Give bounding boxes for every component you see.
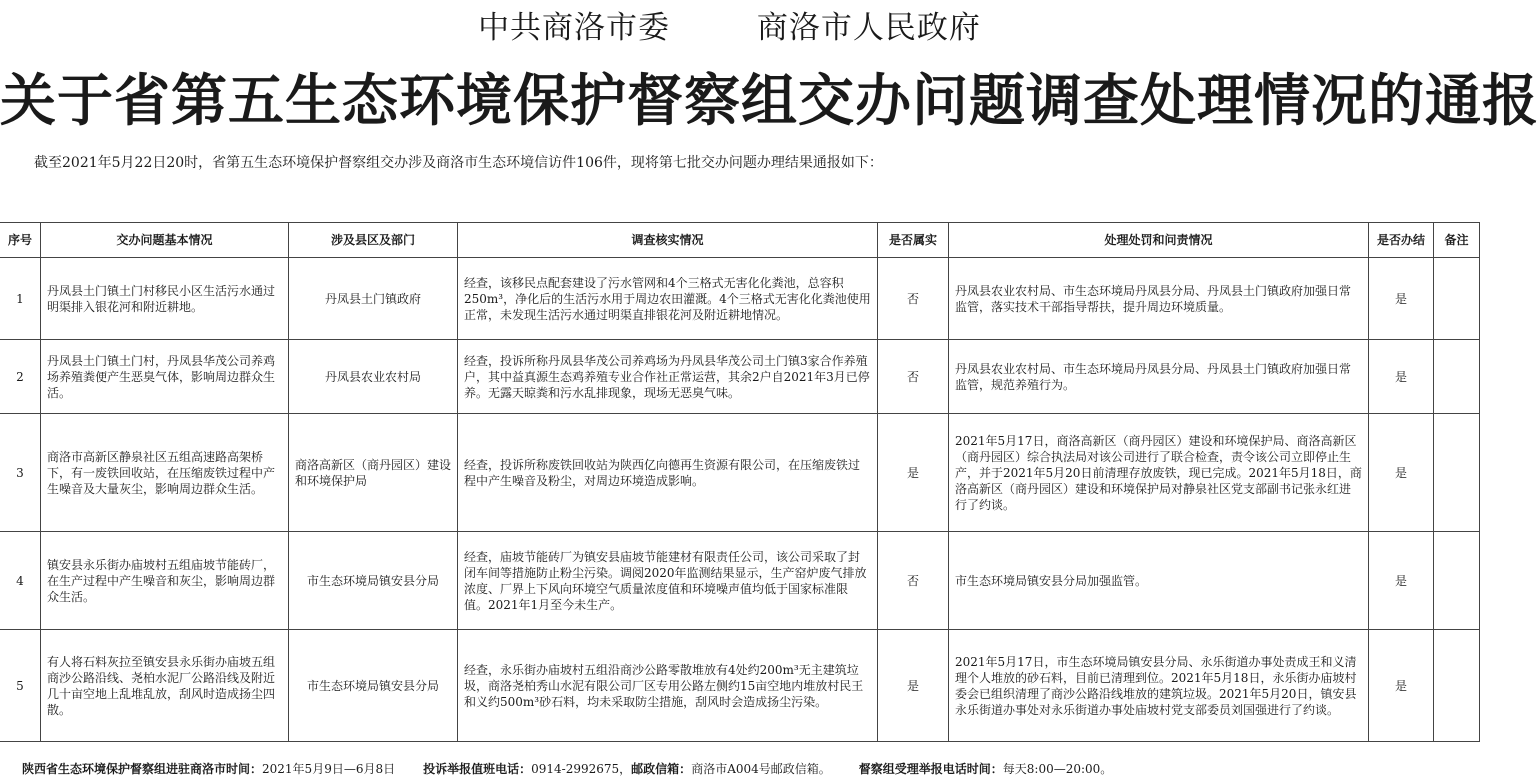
header-remark: 备注 (1434, 223, 1480, 258)
footer-stay-period-label: 陕西省生态环境保护督察组进驻商洛市时间： (22, 762, 263, 776)
cell-closed: 是 (1369, 340, 1434, 414)
footer-hours-label: 督察组受理举报电话时间： (858, 762, 1003, 776)
cell-dept: 丹凤县农业农村局 (289, 340, 458, 414)
footer-hours (859, 762, 1113, 776)
footer-contact-info (22, 760, 1140, 777)
cell-dept: 市生态环境局镇安县分局 (289, 532, 458, 630)
cell-handling: 2021年5月17日，市生态环境局镇安县分局、永乐街道办事处责成王和义清理个人堆放的砂石料，目前已清理到位。2021年5月18日，永乐街办庙坡村委会已组织清理了商沙公路沿线堆放的建筑垃圾。2021年5月20日，镇安县永乐街道办事处对永乐街道办事处庙坡村党支部委员刘国强进行了约谈。 (949, 630, 1369, 742)
footer-mailbox-value: 商洛市A004号邮政信箱。 (691, 762, 831, 776)
table-row (0, 630, 1480, 742)
cell-remark (1434, 340, 1480, 414)
header-issue: 交办问题基本情况 (41, 223, 289, 258)
header-investigation: 调查核实情况 (458, 223, 878, 258)
intro-paragraph: 截至2021年5月22日20时，省第五生态环境保护督察组交办涉及商洛市生态环境信访件106件，现将第七批交办问题办理结果通报如下： (34, 155, 883, 171)
issuer-government: 商洛市人民政府 (756, 10, 981, 46)
issuer-party-committee: 中共商洛市委 (478, 10, 671, 46)
footer-hours-value: 每天8:00—20:00。 (1002, 762, 1113, 776)
cell-no: 1 (0, 258, 41, 340)
cell-investigation: 经查，庙坡节能砖厂为镇安县庙坡节能建材有限责任公司，该公司采取了封闭车间等措施防止粉尘污染。调阅2020年监测结果显示，生产窑炉废气排放浓度、厂界上下风向环境空气质量浓度值和环境噪声值均低于国家标准限值。2021年1月至今未生产。 (458, 532, 878, 630)
cell-closed: 是 (1369, 414, 1434, 532)
cell-closed: 是 (1369, 630, 1434, 742)
cell-dept: 丹凤县土门镇政府 (289, 258, 458, 340)
cell-dept: 市生态环境局镇安县分局 (289, 630, 458, 742)
cell-no: 3 (0, 414, 41, 532)
cell-handling: 市生态环境局镇安县分局加强监管。 (949, 532, 1369, 630)
footer-hotline-label: 投诉举报值班电话： (423, 762, 532, 776)
cell-investigation: 经查，永乐街办庙坡村五组沿商沙公路零散堆放有4处约200m³无主建筑垃圾，商洛尧柏秀山水泥有限公司厂区专用公路左侧约15亩空地内堆放村民王和义约500m³砂石料，均未采取防尘措施，刮风时会造成扬尘污染。 (458, 630, 878, 742)
footer-mailbox (631, 762, 831, 776)
header-no: 序号 (0, 223, 41, 258)
page-title: 关于省第五生态环境保护督察组交办问题调查处理情况的通报 (0, 69, 1539, 134)
cell-verified: 是 (878, 414, 949, 532)
cell-closed: 是 (1369, 532, 1434, 630)
cell-verified: 否 (878, 532, 949, 630)
cell-verified: 否 (878, 340, 949, 414)
cell-no: 4 (0, 532, 41, 630)
cell-investigation: 经查，投诉所称废铁回收站为陕西亿向德再生资源有限公司，在压缩废铁过程中产生噪音及粉尘，对周边环境造成影响。 (458, 414, 878, 532)
cell-investigation: 经查，投诉所称丹凤县华茂公司养鸡场为丹凤县华茂公司土门镇3家合作养殖户，其中益真源生态鸡养殖专业合作社正常运营，其余2户自2021年3月已停养。无露天晾粪和污水乱排现象，现场无恶臭气味。 (458, 340, 878, 414)
report-table (0, 222, 1480, 742)
footer-stay-period (22, 762, 395, 776)
cell-issue: 丹凤县土门镇土门村，丹凤县华茂公司养鸡场养殖粪便产生恶臭气体，影响周边群众生活。 (41, 340, 289, 414)
footer-hotline (423, 762, 631, 776)
cell-handling: 2021年5月17日，商洛高新区（商丹园区）建设和环境保护局、商洛高新区（商丹园区）综合执法局对该公司进行了联合检查，责令该公司立即停止生产，并于2021年5月20日前清理存放废铁，现已完成。2021年5月18日，商洛高新区（商丹园区）建设和环境保护局对静泉社区党支部副书记张永红进行了约谈。 (949, 414, 1369, 532)
cell-investigation: 经查，该移民点配套建设了污水管网和4个三格式无害化化粪池，总容积250m³，净化后的生活污水用于周边农田灌溉。4个三格式无害化化粪池使用正常，未发现生活污水通过明渠直排银花河及附近耕地情况。 (458, 258, 878, 340)
cell-remark (1434, 532, 1480, 630)
issuers-line (0, 2, 1459, 47)
cell-issue: 镇安县永乐街办庙坡村五组庙坡节能砖厂，在生产过程中产生噪音和灰尘，影响周边群众生活。 (41, 532, 289, 630)
table-row (0, 532, 1480, 630)
cell-remark (1434, 258, 1480, 340)
header-verified: 是否属实 (878, 223, 949, 258)
header-closed: 是否办结 (1369, 223, 1434, 258)
footer-stay-period-value: 2021年5月9日—6月8日 (262, 762, 396, 776)
cell-remark (1434, 414, 1480, 532)
cell-closed: 是 (1369, 258, 1434, 340)
footer-hotline-value: 0914-2992675， (531, 762, 632, 776)
cell-verified: 否 (878, 258, 949, 340)
cell-no: 2 (0, 340, 41, 414)
cell-no: 5 (0, 630, 41, 742)
cell-handling: 丹凤县农业农村局、市生态环境局丹凤县分局、丹凤县土门镇政府加强日常监管，落实技术干部指导帮扶，提升周边环境质量。 (949, 258, 1369, 340)
cell-handling: 丹凤县农业农村局、市生态环境局丹凤县分局、丹凤县土门镇政府加强日常监管，规范养殖行为。 (949, 340, 1369, 414)
cell-remark (1434, 630, 1480, 742)
header-dept: 涉及县区及部门 (289, 223, 458, 258)
cell-dept: 商洛高新区（商丹园区）建设和环境保护局 (289, 414, 458, 532)
table-row (0, 340, 1480, 414)
cell-issue: 商洛市高新区静泉社区五组高速路高架桥下，有一废铁回收站，在压缩废铁过程中产生噪音及大量灰尘，影响周边群众生活。 (41, 414, 289, 532)
cell-issue: 丹凤县土门镇土门村移民小区生活污水通过明渠排入银花河和附近耕地。 (41, 258, 289, 340)
table-header-row (0, 223, 1480, 258)
table-row (0, 414, 1480, 532)
footer-mailbox-label: 邮政信箱： (631, 762, 692, 776)
table-row (0, 258, 1480, 340)
cell-issue: 有人将石料灰拉至镇安县永乐街办庙坡五组商沙公路沿线、尧柏水泥厂公路沿线及附近几十亩空地上乱堆乱放，刮风时造成扬尘四散。 (41, 630, 289, 742)
header-handling: 处理处罚和问责情况 (949, 223, 1369, 258)
cell-verified: 是 (878, 630, 949, 742)
